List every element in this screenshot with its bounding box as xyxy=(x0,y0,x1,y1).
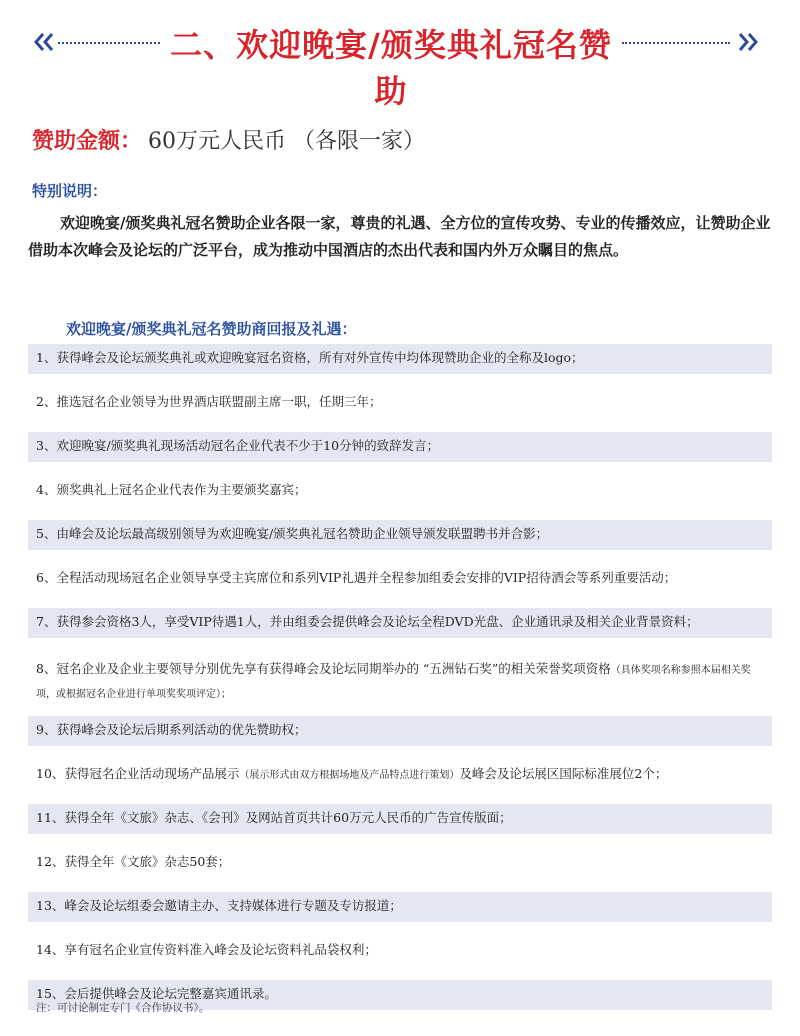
page-title: 二、欢迎晚宴/颁奖典礼冠名赞助 xyxy=(170,26,612,110)
list-item: 13、峰会及论坛组委会邀请主办、支持媒体进行专题及专访报道； xyxy=(28,892,772,922)
item-note: （具体奖项名称参照本届相关奖项，或根据冠名企业进行单项奖奖项评定）； xyxy=(36,665,751,700)
list-item: 4、颁奖典礼上冠名企业代表作为主要颁奖嘉宾； xyxy=(36,482,307,497)
chevron-left-icon xyxy=(34,32,56,52)
decor-dots-left xyxy=(58,42,160,44)
list-item: 11、获得全年《文旅》杂志、《会刊》及网站首页共计60万元人民币的广告宣传版面； xyxy=(28,804,772,834)
page-header xyxy=(0,18,800,110)
list-item: 6、全程活动现场冠名企业领导享受主宾席位和系列VIP礼遇并全程参加组委会安排的VIP招待酒会等系列重要活动； xyxy=(36,570,677,585)
amount-value: 60万元人民币 （各限一家） xyxy=(148,129,426,154)
amount-label: 赞助金额： xyxy=(32,129,143,154)
list-item: 2、推选冠名企业领导为世界酒店联盟副主席一职，任期三年； xyxy=(36,394,382,409)
benefits-heading: 欢迎晚宴/颁奖典礼冠名赞助商回报及礼遇： xyxy=(66,320,357,338)
list-item: 3、欢迎晚宴/颁奖典礼现场活动冠名企业代表不少于10分钟的致辞发言； xyxy=(28,432,772,462)
list-item: 1、获得峰会及论坛颁奖典礼或欢迎晚宴冠名资格，所有对外宣传中均体现赞助企业的全称及logo； xyxy=(28,344,772,374)
footnote: 注：可讨论制定专门《合作协议书》。 xyxy=(36,1002,210,1014)
list-item xyxy=(28,652,772,704)
item-note: （展示形式由双方根据场地及产品特点进行策划） xyxy=(239,770,460,781)
list-item: 14、享有冠名企业宣传资料准入峰会及论坛资料礼品袋权利； xyxy=(36,942,377,957)
decor-dots-right xyxy=(622,42,730,44)
sponsorship-amount xyxy=(32,124,425,155)
item-tail: 及峰会及论坛展区国际标准展位2个； xyxy=(459,766,668,781)
item-text: 8、冠名企业及企业主要领导分别优先享有获得峰会及论坛同期举办的 “五洲钻石奖”的相关荣誉奖项资格 xyxy=(36,661,611,676)
list-item: 7、获得参会资格3人，享受VIP待遇1人，并由组委会提供峰会及论坛全程DVD光盘、企业通讯录及相关企业背景资料； xyxy=(28,608,772,638)
item-text: 10、获得冠名企业活动现场产品展示 xyxy=(36,766,240,781)
list-item: 9、获得峰会及论坛后期系列活动的优先赞助权； xyxy=(28,716,772,746)
list-item xyxy=(28,760,772,790)
list-item: 5、由峰会及论坛最高级别领导为欢迎晚宴/颁奖典礼冠名赞助企业领导颁发联盟聘书并合影； xyxy=(28,520,772,550)
list-item: 12、获得全年《文旅》杂志50套； xyxy=(36,854,231,869)
chevron-right-icon xyxy=(736,32,758,52)
note-heading: 特别说明： xyxy=(32,182,108,200)
note-body: 欢迎晚宴/颁奖典礼冠名赞助企业各限一家，尊贵的礼遇、全方位的宣传攻势、专业的传播效应，让赞助企业借助本次峰会及论坛的广泛平台，成为推动中国酒店的杰出代表和国内外万众瞩目的焦点。 xyxy=(28,214,771,259)
list-item: 15、会后提供峰会及论坛完整嘉宾通讯录。 xyxy=(28,980,772,1010)
benefits-list xyxy=(28,344,772,1010)
